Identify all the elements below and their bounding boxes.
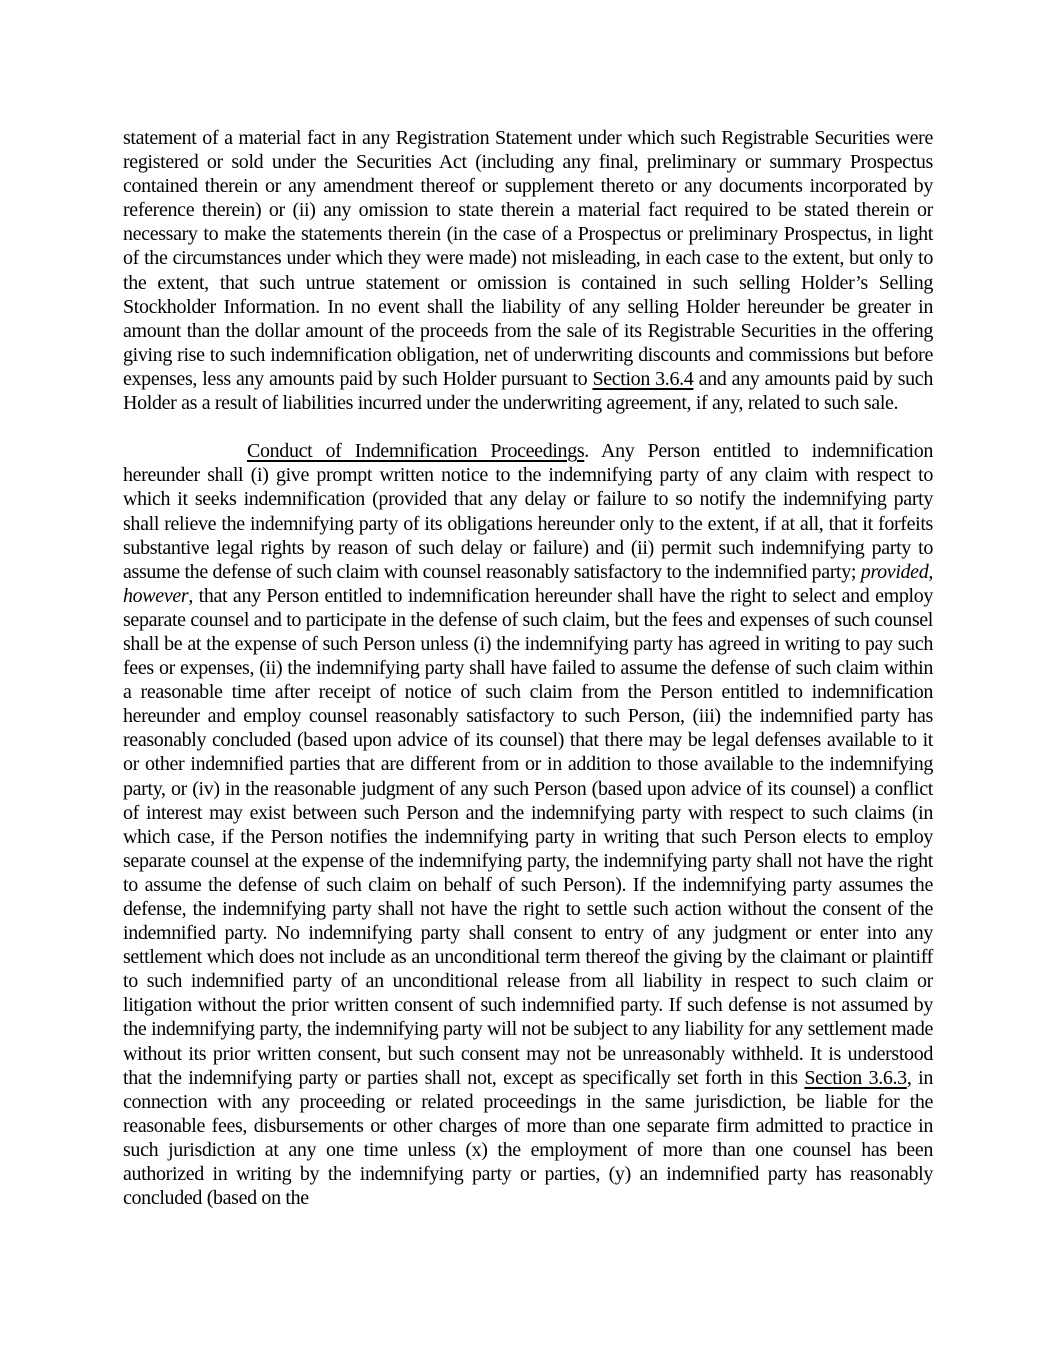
body-text: . Any Person entitled to indemnification hereunder shall (i) give prompt written notice to the indemnifying party of any claim with respect to which it seeks indemnification (provided that any delay or failure to so notify the indemnifying party shall relieve the indemnifying party of its obligations hereunder only to the extent, if at all, that it forfeits substantive legal rights by reason of such delay or failure) and (ii) permit such indemnifying party to assume the defense of such claim with counsel reasonably satisfactory to the indemnified party; [123, 440, 933, 583]
body-text: , that any Person entitled to indemnification hereunder shall have the right to select and employ separate counsel and to participate in the defense of such claim, but the fees and expenses of such counsel shall be at the expense of such Person unless (i) the indemnifying party has agreed in writing to pay such fees or expenses, (ii) the indemnifying party shall have failed to assume the defense of such claim within a reasonable time after receipt of notice of such claim from the Person entitled to indemnification hereunder and employ counsel reasonably satisfactory to such Person, (iii) the indemnified party has reasonably concluded (based upon advice of its counsel) that there may be legal defenses available to it or other indemnified parties that are different from or in addition to those available to the indemnifying party, or (iv) in the reasonable judgment of any such Person (based upon advice of its counsel) a conflict of interest may exist between such Person and the indemnifying party with respect to such claims (in which case, if the Person notifies the indemnifying party in writing that such Person elects to employ separate counsel at the expense of the indemnifying party, the indemnifying party shall not have the right to assume the defense of such claim on behalf of such Person). If the indemnifying party assumes the defense, the indemnifying party shall not have the right to settle such action without the consent of the indemnified party. No indemnifying party shall consent to entry of any judgment or enter into any settlement which does not include as an unconditional term thereof the giving by the claimant or plaintiff to such indemnified party of an unconditional release from all liability in respect to such claim or litigation without the prior written consent of such indemnified party. If such defense is not assumed by the indemnifying party, the indemnifying party will not be subject to any liability for any settlement made without its prior written consent, but such consent may not be unreasonably withheld. It is understood that the indemnifying party or parties shall not, except as specifically set forth in this [123, 584, 933, 1089]
paragraph-holder-liability-limit [123, 126, 933, 415]
section-ref-3-6-3: Section 3.6.3 [804, 1066, 907, 1089]
body-text: and any amounts paid by such Holder as a result of liabilities incurred under the underwriting agreement, if any, related to such sale. [123, 367, 933, 415]
paragraph-conduct-of-indemnification-proceedings [123, 439, 933, 1210]
document-text-block [123, 126, 933, 1234]
clause-heading-conduct-of-indemnification-proceedings: Conduct of Indemnification Proceedings [247, 440, 585, 463]
body-text: , in connection with any proceeding or related proceedings in the same jurisdiction, be liable for the reasonable fees, disbursements or other charges of more than one separate firm admitted to practice in such jurisdiction at any one time unless (x) the employment of more than one counsel has been authorized in writing by the indemnifying party or parties, (y) an indemnified party has reasonably concluded (based on the [123, 1066, 933, 1210]
body-text: statement of a material fact in any Registration Statement under which such Registrable Securities were registered or sold under the Securities Act (including any final, preliminary or summary Prospectus contained therein or any amendment thereof or supplement thereto or any documents incorporated by reference therein) or (ii) any omission to state therein a material fact required to be stated therein or necessary to make the statements therein (in the case of a Prospectus or preliminary Prospectus, in light of the circumstances under which they were made) not misleading, in each case to the extent, but only to the extent, that such untrue statement or omission is contained in such selling Holder’s Selling Stockholder Information. In no event shall the liability of any selling Holder hereunder be greater in amount than the dollar amount of the proceeds from the sale of its Registrable Securities in the offering giving rise to such indemnification obligation, net of underwriting discounts and commissions but before expenses, less any amounts paid by such Holder pursuant to [123, 127, 933, 390]
proviso-italic: provided, however [123, 560, 933, 607]
section-ref-3-6-4: Section 3.6.4 [592, 367, 694, 390]
